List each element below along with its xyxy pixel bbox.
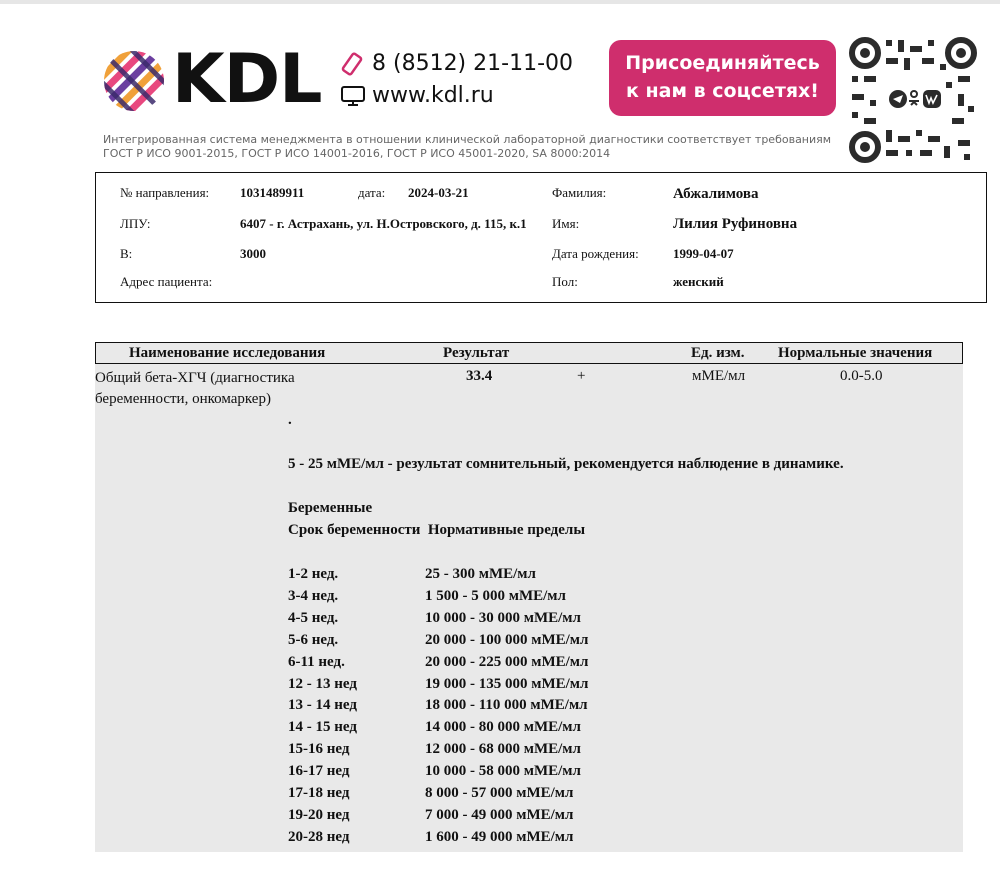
norm-term: 19-20 нед xyxy=(288,806,350,823)
norm-range: 8 000 - 57 000 мМЕ/мл xyxy=(425,785,574,801)
result-unit: мМЕ/мл xyxy=(692,368,746,384)
norm-row xyxy=(288,654,588,671)
norm-term: 15-16 нед xyxy=(288,741,350,758)
norm-range: 1 600 - 49 000 мМЕ/мл xyxy=(425,828,574,845)
result-value: 33.4 xyxy=(466,368,493,384)
norm-term: 3-4 нед. xyxy=(288,587,339,604)
pregnant-title: Беременные xyxy=(288,500,373,516)
norm-term: 12 - 13 нед xyxy=(288,675,357,692)
doubtful-note: 5 - 25 мМЕ/мл - результат сомнительный, рекомендуется наблюдение в динамике. xyxy=(288,456,844,472)
norm-row xyxy=(288,807,573,824)
norm-range: 20 000 - 225 000 мМЕ/мл xyxy=(425,653,589,670)
referral-label: № направления: xyxy=(120,185,210,200)
column-result: Результат xyxy=(443,345,510,361)
norm-term: 5-6 нед. xyxy=(288,631,339,648)
kdl-logo-icon xyxy=(103,50,165,112)
norm-range: 14 000 - 80 000 мМЕ/мл xyxy=(425,719,581,736)
norm-range: 18 000 - 110 000 мМЕ/мл xyxy=(425,697,588,714)
date-value: 2024-03-21 xyxy=(408,185,469,200)
contacts xyxy=(340,48,573,112)
norm-term: 4-5 нед. xyxy=(288,609,339,626)
norm-row xyxy=(288,763,581,780)
brand-name: KDL xyxy=(172,40,322,119)
phone-row xyxy=(340,48,573,80)
sex-label: Пол: xyxy=(552,274,578,289)
address-label: Адрес пациента: xyxy=(120,274,213,289)
norm-range: 7 000 - 49 000 мМЕ/мл xyxy=(425,806,574,823)
certification-note: Интегрированная система менеджмента в отношении клинической лабораторной диагностики соответствует требованиям ГОСТ Р ИСО 9001-2015, ГОСТ Р ИСО 14001-2016, ГОСТ Р ИСО 45001-2020, SA 8000:2014 xyxy=(103,133,832,160)
social-line-2: к нам в соцсетях! xyxy=(626,80,819,102)
social-badge[interactable] xyxy=(609,40,836,116)
norm-term: 14 - 15 нед xyxy=(288,719,357,736)
birth-date-label: Дата рождения: xyxy=(552,246,639,261)
patient-info-box xyxy=(95,172,987,303)
norm-row xyxy=(288,829,573,846)
surname-label: Фамилия: xyxy=(552,185,607,200)
v-label: В: xyxy=(120,246,133,261)
lpu-label: ЛПУ: xyxy=(120,216,151,231)
birth-date-value: 1999-04-07 xyxy=(673,246,734,261)
norm-row xyxy=(288,719,581,736)
norm-row xyxy=(288,610,581,627)
first-name-label: Имя: xyxy=(552,216,580,231)
qr-code-icon[interactable] xyxy=(848,36,978,164)
norm-row xyxy=(288,785,573,802)
norm-range: 25 - 300 мМЕ/мл xyxy=(425,566,536,582)
phone-icon xyxy=(340,52,366,76)
norm-row xyxy=(288,566,536,583)
norm-row xyxy=(288,632,588,649)
column-reference: Нормальные значения xyxy=(778,345,933,361)
result-reference: 0.0-5.0 xyxy=(840,368,883,384)
column-unit: Ед. изм. xyxy=(691,345,745,361)
norm-row xyxy=(288,676,588,693)
norm-range: 20 000 - 100 000 мМЕ/мл xyxy=(425,631,589,648)
website-link[interactable]: www.kdl.ru xyxy=(372,83,494,108)
results-table-header xyxy=(95,342,963,364)
column-test-name: Наименование исследования xyxy=(129,345,326,361)
norms-table-header: Срок беременности Нормативные пределы xyxy=(288,522,586,538)
norm-row xyxy=(288,588,566,605)
first-name-value: Лилия Руфиновна xyxy=(673,216,798,232)
test-name: Общий бета-ХГЧ (диагностика беременности, онкомаркер) xyxy=(95,370,295,407)
comment-dot: . xyxy=(288,412,292,428)
v-value: 3000 xyxy=(240,246,266,261)
norm-range: 19 000 - 135 000 мМЕ/мл xyxy=(425,675,589,692)
results-section xyxy=(95,342,963,852)
result-flag: + xyxy=(577,368,586,384)
social-line-1: Присоединяйтесь xyxy=(625,52,820,74)
referral-value: 1031489911 xyxy=(240,185,305,200)
norm-range: 12 000 - 68 000 мМЕ/мл xyxy=(425,741,581,758)
norm-row xyxy=(288,741,581,758)
norm-term: 1-2 нед. xyxy=(288,566,339,582)
norm-row xyxy=(288,697,588,714)
surname-value: Абжалимова xyxy=(673,186,759,202)
website-row xyxy=(340,80,573,112)
phone-number[interactable]: 8 (8512) 21-11-00 xyxy=(372,51,573,76)
norm-term: 13 - 14 нед xyxy=(288,697,357,714)
sex-value: женский xyxy=(673,274,724,289)
norm-range: 1 500 - 5 000 мМЕ/мл xyxy=(425,587,566,604)
norm-range: 10 000 - 58 000 мМЕ/мл xyxy=(425,763,581,780)
norm-term: 16-17 нед xyxy=(288,763,350,780)
date-label: дата: xyxy=(358,185,386,200)
top-strip xyxy=(0,0,1000,4)
norm-term: 17-18 нед xyxy=(288,785,350,801)
norm-term: 20-28 нед xyxy=(288,828,350,845)
monitor-icon xyxy=(340,84,366,108)
norm-term: 6-11 нед. xyxy=(288,653,345,670)
lpu-value: 6407 - г. Астрахань, ул. Н.Островского, д. 115, к.1 xyxy=(240,216,527,231)
norm-range: 10 000 - 30 000 мМЕ/мл xyxy=(425,609,581,626)
